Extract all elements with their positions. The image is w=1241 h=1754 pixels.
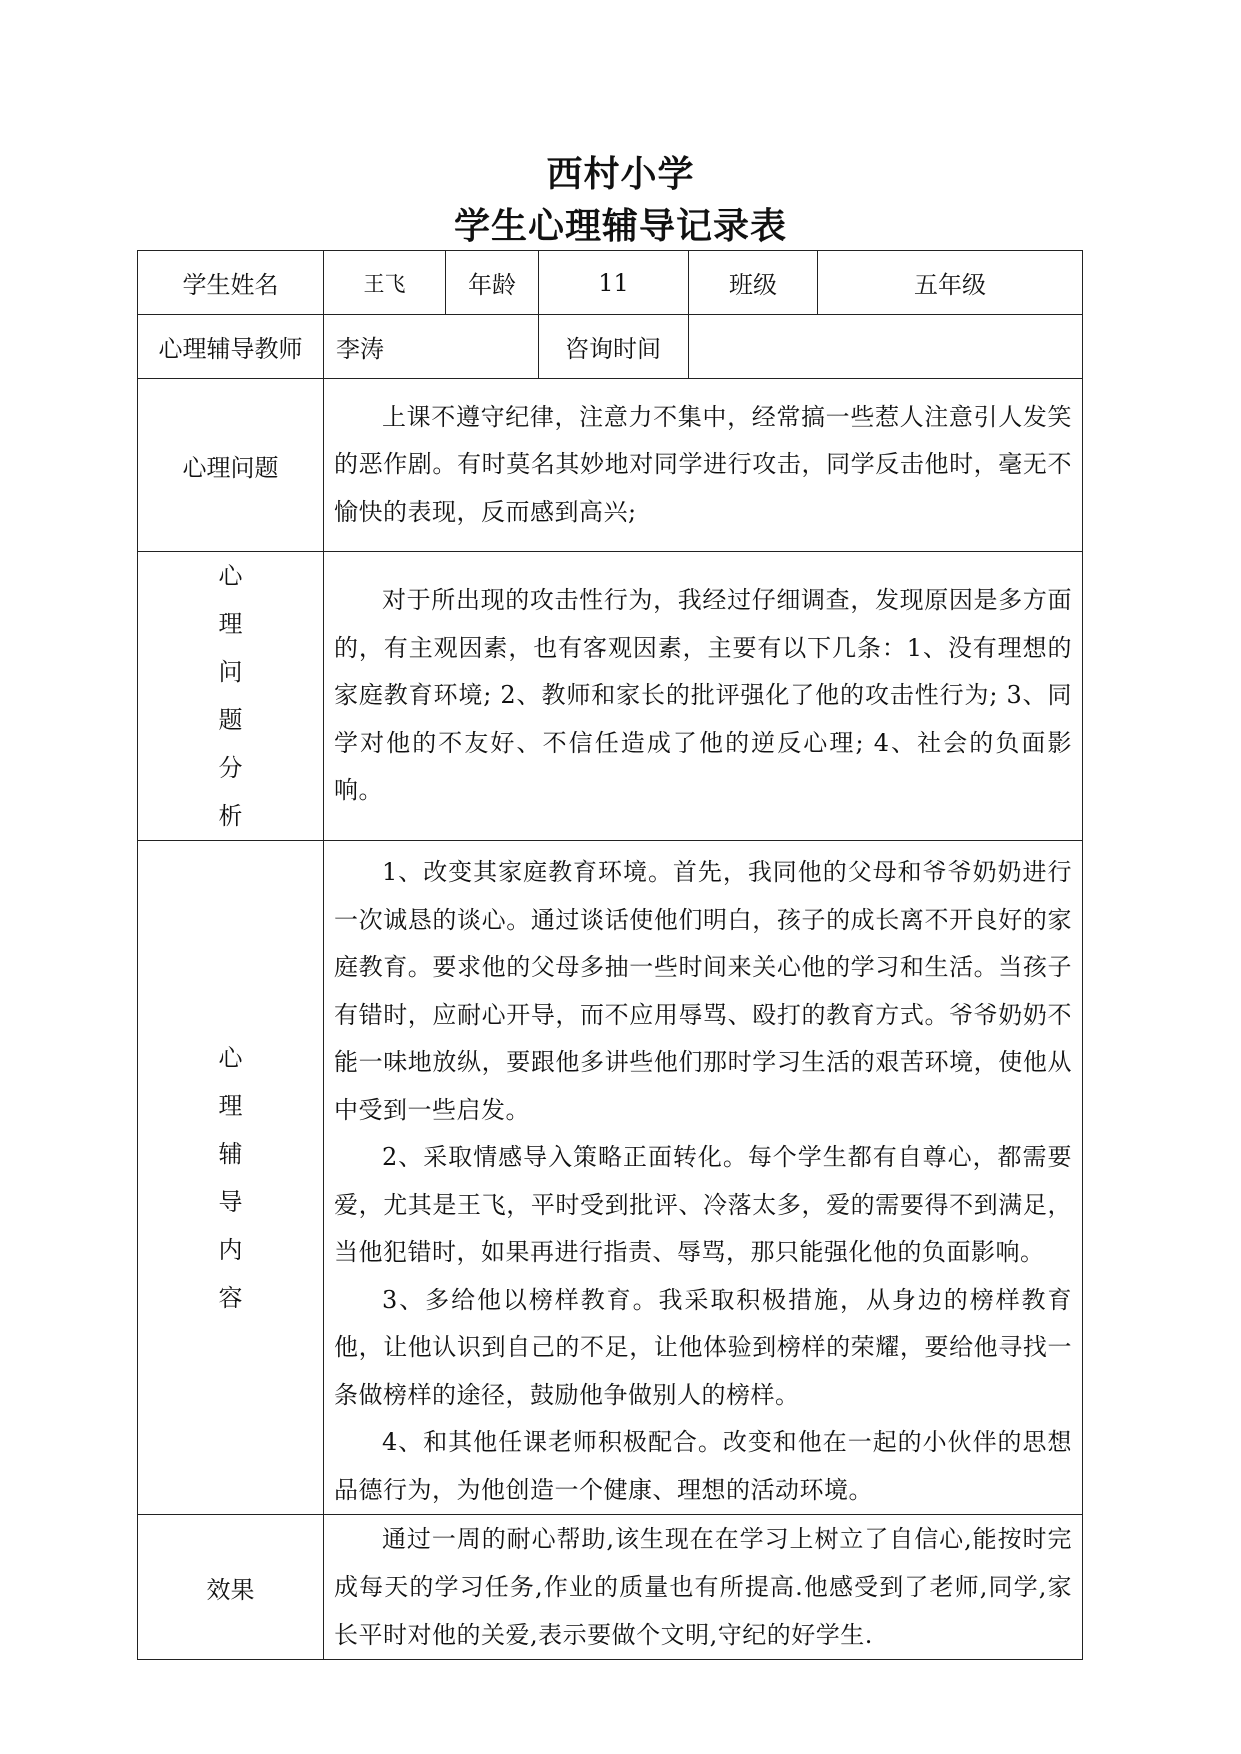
analysis-label-char: 问 (218, 658, 243, 686)
counseling-label-char: 心 (218, 1043, 243, 1072)
analysis-label-char: 理 (218, 610, 243, 638)
school-name: 西村小学 (546, 154, 695, 195)
analysis-label-char: 心 (218, 562, 243, 590)
counseling-label-char: 理 (218, 1091, 243, 1120)
counseling-record-table (137, 250, 1083, 1660)
counseling-paragraph: 4、和其他任课老师积极配合。改变和他在一起的小伙伴的思想品德行为，为他创造一个健康、理想的活动环境。 (334, 1428, 1072, 1504)
teacher-label: 心理辅导教师 (138, 315, 324, 379)
age-label: 年龄 (446, 251, 539, 315)
class-label: 班级 (689, 251, 818, 315)
counseling-label-char: 容 (218, 1283, 243, 1312)
effect-content (324, 1515, 1083, 1660)
analysis-text: 对于所出现的攻击性行为，我经过仔细调查，发现原因是多方面的，有主观因素，也有客观因素，主要有以下几条：1、没有理想的家庭教育环境; 2、教师和家长的批评强化了他的攻击性行为; 3、同学对他的不友好、不信任造成了他的逆反心理; 4、社会的负面影响。 (334, 586, 1072, 805)
effect-row (138, 1515, 1083, 1660)
counseling-label (138, 841, 324, 1515)
student-info-row (138, 251, 1083, 315)
counseling-paragraph: 1、改变其家庭教育环境。首先，我同他的父母和爷爷奶奶进行一次诚恳的谈心。通过谈话使他们明白，孩子的成长离不开良好的家庭教育。要求他的父母多抽一些时间来关心他的学习和生活。当孩子有错时，应耐心开导，而不应用辱骂、殴打的教育方式。爷爷奶奶不能一味地放纵，要跟他多讲些他们那时学习生活的艰苦环境，使他从中受到一些启发。 (334, 858, 1072, 1124)
page-title: 学生心理辅导记录表 (453, 206, 787, 247)
consult-time-label: 咨询时间 (539, 315, 689, 379)
counseling-label-char: 导 (218, 1187, 243, 1216)
problem-text: 上课不遵守纪律，注意力不集中，经常搞一些惹人注意引人发笑的恶作剧。有时莫名其妙地对同学进行攻击，同学反击他时，毫无不愉快的表现，反而感到高兴; (334, 402, 1072, 526)
counseling-label-char: 辅 (218, 1139, 243, 1168)
analysis-label-char: 分 (218, 754, 243, 782)
counseling-paragraph: 2、采取情感导入策略正面转化。每个学生都有自尊心，都需要爱，尤其是王飞，平时受到批评、冷落太多，爱的需要得不到满足，当他犯错时，如果再进行指责、辱骂，那只能强化他的负面影响。 (334, 1143, 1072, 1266)
analysis-label-char: 析 (218, 802, 243, 830)
teacher-info-row (138, 315, 1083, 379)
analysis-content (324, 552, 1083, 841)
analysis-label-char: 题 (218, 706, 243, 734)
counseling-paragraph: 3、多给他以榜样教育。我采取积极措施，从身边的榜样教育他，让他认识到自己的不足，让他体验到榜样的荣耀，要给他寻找一条做榜样的途径，鼓励他争做别人的榜样。 (334, 1285, 1072, 1409)
analysis-label (138, 552, 324, 841)
student-name-value: 王飞 (324, 251, 446, 315)
effect-label: 效果 (138, 1515, 324, 1660)
problem-label: 心理问题 (138, 379, 324, 552)
student-name-label: 学生姓名 (138, 251, 324, 315)
counseling-content (324, 841, 1083, 1515)
counseling-label-char: 内 (218, 1235, 243, 1264)
analysis-row (138, 552, 1083, 841)
age-value: 11 (539, 251, 689, 315)
problem-row (138, 379, 1083, 552)
consult-time-value (689, 315, 1083, 379)
problem-content (324, 379, 1083, 552)
class-value: 五年级 (818, 251, 1083, 315)
counseling-row (138, 841, 1083, 1515)
teacher-value: 李涛 (324, 315, 539, 379)
effect-text: 通过一周的耐心帮助,该生现在在学习上树立了自信心,能按时完成每天的学习任务,作业的质量也有所提高.他感受到了老师,同学,家长平时对他的关爱,表示要做个文明,守纪的好学生. (334, 1525, 1072, 1649)
